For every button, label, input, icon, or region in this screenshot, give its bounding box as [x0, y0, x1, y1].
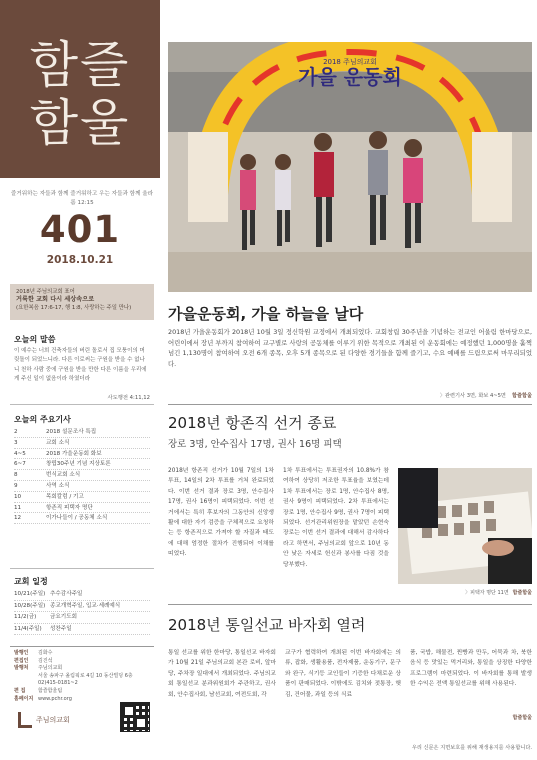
- credit-value: 02)415-0181~2: [38, 680, 78, 687]
- article-title: 2018 설문조사 특집: [46, 429, 97, 435]
- title-line-2: 함울: [29, 94, 131, 152]
- article-page: 3: [14, 439, 18, 446]
- article3-column-3: 품, 국밥, 해물전, 찐빵과 만두, 어묵과 차, 북한 음식 등 맛있는 먹거리와, 통일을 상징한 다양한 프로그램이 마련되었다. 이 바자회를 통해 발생한 수익은 전액 통일선교를 위해 사용된다.: [410, 650, 532, 688]
- divider: [168, 604, 532, 605]
- credit-value: 김화수: [38, 650, 53, 656]
- schedule-event: 추수감사주일: [50, 591, 83, 597]
- schedule-date: 11/4(주일): [14, 625, 42, 632]
- article-page: 8: [14, 472, 18, 479]
- article-title: 2018 가을운동회 화보: [46, 450, 102, 457]
- credit-row: [14, 665, 154, 673]
- footer-note: 우리 신문은 지면보호를 위해 재생용지를 사용합니다.: [411, 745, 532, 751]
- list-item[interactable]: [14, 503, 150, 514]
- credit-row: [14, 650, 154, 658]
- slogan-ref: (요한복음 17:6-17, 행 1:8, 사랑하는 주일 만나): [16, 305, 132, 311]
- logo-mark-icon: [18, 712, 32, 728]
- divider: [10, 646, 154, 647]
- credit-value: 주님의교회: [38, 665, 63, 672]
- list-item: [14, 612, 150, 624]
- issue-number: 401: [39, 208, 121, 251]
- verse-text: 이 예수는 너희 건축자들의 버린 돌로서 집 모퉁이의 머릿돌이 되었느니라. 다른 이로써는 구원을 받을 수 없나니 천하 사람 중에 구원을 받을 만한 다른 이름을 우리에게 주신 일이 없음이라 하였더라: [14, 348, 147, 382]
- schedule-date: 11/2(금): [14, 614, 37, 620]
- sports-day-illustration: [168, 42, 532, 292]
- caption-text: 〉관련기사 3면, 화보 4~5면: [439, 393, 506, 399]
- schedule-event: 종교개혁주일, 입교·세례예식: [50, 602, 121, 609]
- article1-headline: 가을운동회, 가을 하늘을 날다: [168, 305, 364, 323]
- article-title: 창립30주년 기념 지상토론: [46, 461, 111, 468]
- schedule-date: 10/28(주일): [14, 602, 46, 609]
- tagline: 즐거워하는 자들과 함께 즐거워하고 우는 자들과 함께 울라 롬 12:15: [10, 191, 154, 206]
- credit-label: 편집인: [14, 657, 29, 664]
- article2-column-1: 2018년 항존직 선거가 10월 7일의 1차 투표, 14일의 2차 투표를 거쳐 완료되었다. 이번 선거 결과 장로 3명, 안수집사 17명, 권사 16명이 피택되었다. 이번 선거에서는 특히 후보자의 그동안의 신앙생활에 대한 자기 검증을 구체적으로 요청하는 등 항존직으로 가져야 할 자질과 태도에 대해 엄정한 절차가 진행되어 이채를 띠었다.: [168, 468, 274, 558]
- caption-text: 〉피택자 명단 11면: [465, 590, 509, 596]
- ballot-photo: [398, 468, 532, 584]
- article-title: 교회 소식: [46, 439, 70, 446]
- credit-row: [14, 680, 154, 688]
- article-title: 항존직 피택자 명단: [46, 504, 93, 511]
- credit-row: [14, 658, 154, 666]
- article-title: 이가나들이 / 공동체 소식: [46, 515, 108, 522]
- list-item[interactable]: [14, 481, 150, 492]
- article-page: 6~7: [14, 461, 26, 468]
- masthead: [0, 0, 160, 178]
- credit-label: [14, 673, 38, 681]
- article3-column-1: 통일 선교를 위한 한마당, 통일선교 바자회가 10월 21일 주님의교회 본관 로비, 앞마당, 주차장 일대에서 개최되었다. 주님의교회 통일선교 분과위원회가 주관하고, 권사회, 안수집사회, 남선교회, 여전도회, 각: [168, 650, 276, 698]
- newsletter-title: [0, 36, 160, 152]
- list-item: [14, 589, 150, 601]
- credit-label: 발행처: [14, 665, 29, 672]
- articles-list: [14, 427, 150, 524]
- logo-text: 주님의교회: [36, 716, 70, 724]
- article-page: 10: [14, 493, 22, 500]
- credits: [14, 650, 154, 703]
- qr-code-icon[interactable]: [120, 702, 150, 732]
- slogan-box: [10, 284, 154, 320]
- credit-label: [14, 680, 38, 688]
- list-item[interactable]: [14, 438, 150, 449]
- sidebar: [0, 0, 160, 760]
- list-item: [14, 601, 150, 613]
- credit-row: [14, 673, 154, 681]
- credit-value: 서울 송파구 올림픽로 4길 10 동산빌딩 6층: [38, 672, 133, 679]
- slogan-year: 2018년 주님의교회 표어: [16, 289, 75, 295]
- issue-date: 2018.10.21: [46, 254, 114, 266]
- sports-day-photo: [168, 42, 532, 292]
- article2-column-2: 1차 투표에서는 투표권자의 10.8%가 참여하여 상당히 저조한 투표율을 보였는데 1차 투표에서는 장로 1명, 안수집사 8명, 권사 9명이 피택되었다. 2차 투표에서는 장로 1명, 안수집사 9명, 권사 7명이 피택되었다. 선거관리위원장을 맡았던 손현숙 장로는 이번 선거 결과에 대해서 감사하다라고 하면서, 주님의교회 앞으로 10년 동안 낮은 자세로 헌신과 봉사를 다짐 것을 당부했다.: [283, 468, 389, 568]
- list-item[interactable]: [14, 492, 150, 503]
- article-page: 11: [14, 504, 22, 511]
- article-title: 목회칼럼 / 기고: [46, 493, 84, 500]
- slogan-main: 거룩한 교회 다시 세상속으로: [16, 296, 95, 303]
- banner-text: 가을 운동회: [298, 65, 402, 89]
- article1-caption: [168, 392, 532, 399]
- list-item: [14, 624, 150, 636]
- articles-heading: 오늘의 주요기사: [14, 415, 71, 424]
- verse-reference: 사도행전 4:11,12: [107, 395, 150, 401]
- schedule-event: 성찬주일: [50, 625, 72, 632]
- banner-year: 2018 주님의교회: [323, 58, 377, 66]
- credit-label: 편 집: [14, 687, 26, 694]
- list-item[interactable]: [14, 459, 150, 470]
- credit-label: 홈페이지: [14, 695, 34, 702]
- article-page: 2: [14, 429, 18, 435]
- verse-heading: 오늘의 말씀: [14, 335, 56, 344]
- article1-body: 2018년 가을운동회가 2018년 10월 3일 정신학원 교정에서 개최되었다. 교회창립 30주년을 기념하는 전교인 어울림 한마당으로, 어린이에서 장년 부까지 참여하여 교구별로 사랑의 공동체를 이루기 위한 목적으로 개최된 이 운동회에는 예정했던 1,000명을 훌쩍 넘긴 1,130명이 참여하여 오전 6개 종목, 오후 5개 종목으로 된 다양한 경기들을 함께 즐기고, 수요 예배를 드림으로써 마무리되었다.: [168, 328, 532, 368]
- byline: 함즐함울: [511, 393, 532, 399]
- article-title: 사역 소식: [46, 482, 70, 489]
- schedule-heading: 교회 일정: [14, 577, 48, 586]
- schedule-list: [14, 589, 150, 635]
- list-item[interactable]: [14, 470, 150, 481]
- article-title: 번식교회 소식: [46, 472, 81, 479]
- article2-caption: [398, 589, 532, 596]
- church-logo: [18, 709, 98, 731]
- credit-value: 김진석: [38, 657, 53, 664]
- list-item[interactable]: [14, 449, 150, 460]
- article-page: 9: [14, 482, 18, 489]
- article3-headline: 2018년 통일선교 바자회 열려: [168, 616, 366, 634]
- ballot-illustration: [398, 468, 532, 584]
- article2-headline: 2018년 항존직 선거 종료: [168, 414, 337, 432]
- credit-value: www.pchr.org: [38, 695, 72, 702]
- byline: 함즐함울: [512, 715, 532, 721]
- divider: [10, 568, 154, 569]
- divider: [168, 404, 532, 405]
- article3-column-2: 교구가 협력하여 개최된 이번 바자회에는 의류, 잡화, 생활용품, 전자제품, 운동기구, 문구와 완구, 식기등 교인들이 기증한 다채로운 상품이 판매되었다. 이밖에도 김치와 젓통장, 햇김, 건어물, 과일 등의 식료: [285, 650, 401, 698]
- credit-value: 함즐함울팀: [38, 687, 63, 694]
- article-page: 4~5: [14, 450, 26, 457]
- schedule-event: 금요기도회: [50, 614, 78, 620]
- article2-subhead: 장로 3명, 안수집사 17명, 권사 16명 피택: [168, 439, 342, 450]
- list-item[interactable]: [14, 513, 150, 524]
- byline: 함즐함울: [512, 590, 532, 596]
- divider: [10, 404, 154, 405]
- article-page: 12: [14, 515, 22, 522]
- title-line-1: 함즐: [29, 36, 131, 94]
- credit-row: [14, 688, 154, 696]
- schedule-date: 10/21(주일): [14, 591, 46, 597]
- list-item[interactable]: [14, 427, 150, 438]
- credit-label: 발행인: [14, 650, 29, 656]
